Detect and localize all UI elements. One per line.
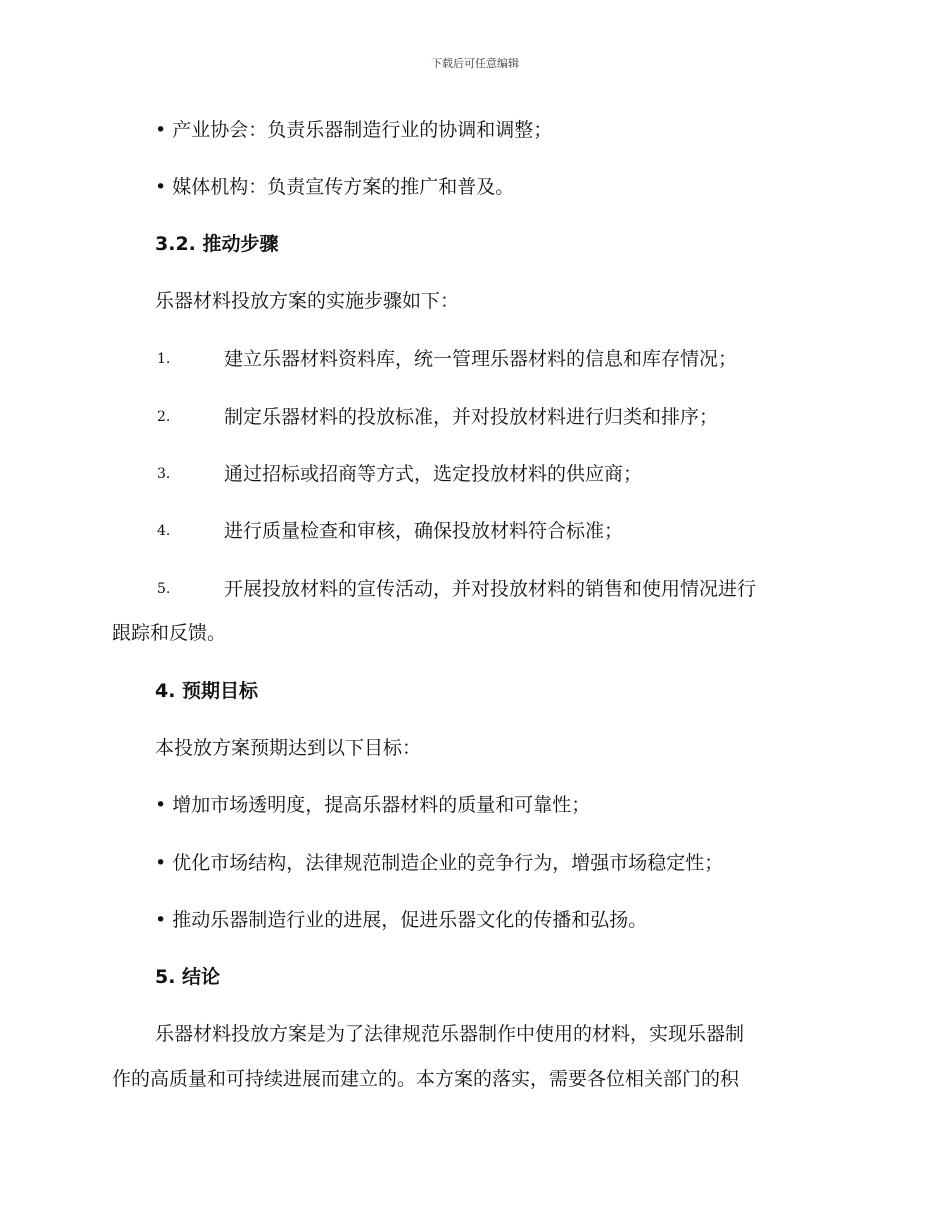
goal-bullet: • 推动乐器制造行业的进展，促进乐器文化的传播和弘扬。 — [155, 909, 648, 931]
goal-bullet: • 优化市场结构，法律规范制造企业的竞争行为，增强市场稳定性； — [155, 852, 724, 874]
step-number: 3. — [157, 466, 171, 482]
step-text: 建立乐器材料资料库，统一管理乐器材料的信息和库存情况； — [224, 348, 738, 370]
section-3-2-intro: 乐器材料投放方案的实施步骤如下： — [155, 290, 460, 312]
section-4-heading: 4. 预期目标 — [155, 680, 259, 702]
step-text: 制定乐器材料的投放标准，并对投放材料进行归类和排序； — [224, 406, 719, 428]
step-text: 开展投放材料的宣传活动，并对投放材料的销售和使用情况进行 — [224, 578, 757, 600]
goal-bullet: • 增加市场透明度，提高乐器材料的质量和可靠性； — [155, 794, 591, 816]
bullet-industry-association: • 产业协会：负责乐器制造行业的协调和调整； — [155, 119, 553, 141]
step-number: 2. — [157, 409, 171, 425]
step-number: 4. — [157, 523, 171, 539]
page-header-note: 下载后可任意编辑 — [431, 57, 519, 70]
step-text: 进行质量检查和审核，确保投放材料符合标准； — [224, 520, 624, 542]
step-text-continuation: 跟踪和反馈。 — [112, 622, 227, 644]
step-number: 5. — [157, 581, 171, 597]
section-3-2-heading: 3.2. 推动步骤 — [155, 233, 279, 255]
conclusion-paragraph-line: 作的高质量和可持续进展而建立的。本方案的落实，需要各位相关部门的积 — [112, 1068, 740, 1090]
conclusion-paragraph-line: 乐器材料投放方案是为了法律规范乐器制作中使用的材料，实现乐器制 — [155, 1023, 745, 1045]
step-text: 通过招标或招商等方式，选定投放材料的供应商； — [224, 463, 643, 485]
bullet-media-agencies: • 媒体机构：负责宣传方案的推广和普及。 — [155, 176, 515, 198]
step-number: 1. — [157, 351, 171, 367]
section-5-heading: 5. 结论 — [155, 966, 221, 988]
section-4-intro: 本投放方案预期达到以下目标： — [155, 737, 422, 759]
